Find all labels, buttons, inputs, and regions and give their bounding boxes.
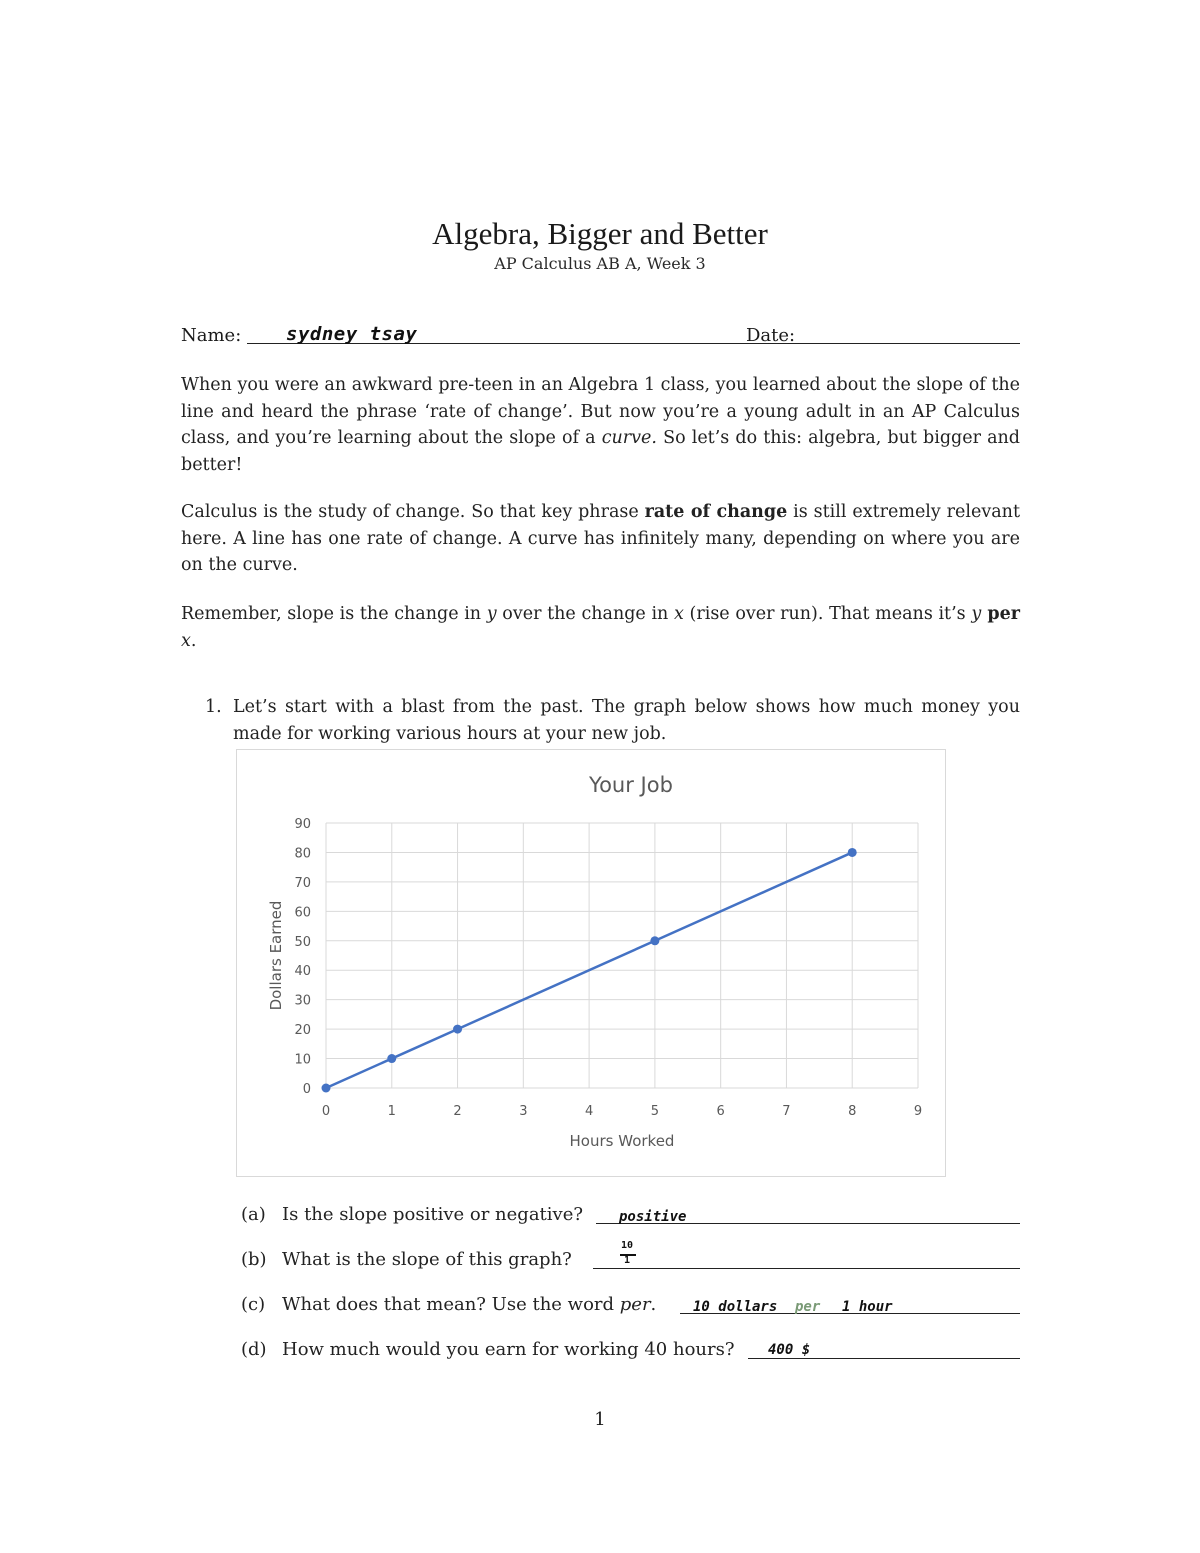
subquestion-b-text: What is the slope of this graph? xyxy=(282,1249,572,1270)
answer-b-numerator: 10 xyxy=(620,1240,634,1251)
subquestion-c-text xyxy=(282,1294,656,1315)
answer-a-handwritten: positive xyxy=(619,1209,687,1225)
name-label: Name: xyxy=(181,325,242,346)
date-label: Date: xyxy=(746,325,796,346)
subquestion-d xyxy=(241,1339,1020,1365)
x-tick-label: 0 xyxy=(321,1104,331,1119)
intro-p1-text-a: When you were an awkward pre-teen in an Algebra 1 class, you learned about the slope of the line and heard the phrase ‘rate of change’. But now you’re a young adult in an AP Calculus class, and you’re learning about the slope of a xyxy=(181,375,1020,448)
data-point xyxy=(650,936,659,945)
question-1-text: Let’s start with a blast from the past. The graph below shows how much money you made for working various hours at your new job. xyxy=(233,697,1020,744)
y-tick-label: 0 xyxy=(302,1082,311,1097)
intro-p1-emphasis: curve. xyxy=(601,428,657,448)
x-tick-label: 2 xyxy=(453,1104,462,1119)
intro-p1-text-b: So let’s do this: algebra, but bigger and better! xyxy=(181,428,1021,475)
name-date-row xyxy=(181,325,1020,349)
subquestion-d-label: (d) xyxy=(241,1339,267,1360)
subquestion-b-label: (b) xyxy=(241,1249,267,1270)
data-point xyxy=(387,1054,396,1063)
data-point xyxy=(848,848,857,857)
y-tick-label: 10 xyxy=(294,1052,311,1068)
x-tick-label: 9 xyxy=(913,1104,923,1119)
answer-d-field[interactable] xyxy=(748,1358,1020,1359)
intro-p3-end: . xyxy=(190,630,197,651)
y-tick-label: 70 xyxy=(294,875,311,891)
intro-p3-var-x2: x xyxy=(181,630,191,651)
answer-c-handwritten-b: 1 hour xyxy=(842,1299,893,1315)
x-axis-label: Hours Worked xyxy=(569,1132,675,1150)
name-handwritten-value: sydney tsay xyxy=(286,323,418,345)
answer-b-field[interactable] xyxy=(593,1268,1020,1269)
subquestion-b xyxy=(241,1240,1020,1275)
x-tick-label: 5 xyxy=(650,1104,660,1119)
intro-paragraph-1 xyxy=(181,372,1020,478)
subquestion-c-text-em: per xyxy=(619,1294,651,1315)
data-point xyxy=(322,1084,331,1093)
y-tick-label: 90 xyxy=(294,817,311,832)
x-tick-label: 3 xyxy=(519,1104,528,1119)
subquestion-a xyxy=(241,1204,1020,1230)
page-subtitle: AP Calculus AB A, Week 3 xyxy=(494,254,706,273)
intro-p3-text-b: over the change in xyxy=(496,604,674,624)
intro-p2-text-b: is still extremely relevant here. A line has one rate of change. A curve has infinitely many, depending on where you are on the curve. xyxy=(181,502,1020,575)
answer-c-handwritten-a: 10 dollars xyxy=(693,1299,778,1315)
subquestion-d-text: How much would you earn for working 40 hours? xyxy=(282,1339,735,1360)
x-tick-label: 7 xyxy=(782,1104,791,1119)
line-chart xyxy=(237,750,945,1176)
subquestion-c xyxy=(241,1294,1020,1320)
x-tick-label: 4 xyxy=(584,1104,594,1119)
chart-container xyxy=(236,749,946,1177)
intro-p3-text-a: Remember, slope is the change in xyxy=(181,604,487,624)
intro-paragraph-3 xyxy=(181,601,1020,654)
y-tick-label: 80 xyxy=(294,846,311,862)
intro-p2-bold: rate of change xyxy=(644,502,788,522)
subquestion-c-text-a: What does that mean? Use the word xyxy=(282,1294,620,1315)
y-tick-label: 40 xyxy=(294,964,311,980)
intro-p3-per: per xyxy=(981,604,1020,624)
chart-title: Your Job xyxy=(589,773,673,797)
page-title: Algebra, Bigger and Better xyxy=(432,216,768,251)
y-tick-label: 30 xyxy=(294,993,311,1009)
data-point xyxy=(453,1025,462,1034)
x-tick-label: 6 xyxy=(716,1104,725,1119)
page-number: 1 xyxy=(594,1409,606,1430)
x-tick-label: 8 xyxy=(848,1104,857,1119)
intro-paragraph-2 xyxy=(181,499,1020,579)
y-tick-label: 50 xyxy=(294,934,311,950)
date-field[interactable] xyxy=(804,343,1020,344)
intro-p3-var-x: x xyxy=(673,604,684,624)
intro-p2-text-a: Calculus is the study of change. So that key phrase xyxy=(181,502,645,522)
subquestion-a-label: (a) xyxy=(241,1204,266,1225)
y-axis-label: Dollars Earned xyxy=(267,900,285,1011)
intro-p3-var-y2: y xyxy=(971,604,982,624)
answer-c-handwritten-per: per xyxy=(795,1299,821,1315)
x-tick-label: 1 xyxy=(387,1104,396,1119)
intro-p3-text-c: (rise over run). That means it’s xyxy=(683,604,972,624)
answer-b-denominator: 1 xyxy=(623,1255,631,1266)
y-tick-label: 60 xyxy=(294,905,311,921)
subquestion-c-text-b: . xyxy=(650,1294,657,1315)
subquestion-c-label: (c) xyxy=(241,1294,266,1315)
y-tick-label: 20 xyxy=(294,1023,311,1039)
question-1-number: 1. xyxy=(205,697,222,717)
answer-d-handwritten: 400 $ xyxy=(768,1342,811,1358)
intro-p3-var-y: y xyxy=(486,604,497,624)
subquestion-a-text: Is the slope positive or negative? xyxy=(282,1204,584,1225)
